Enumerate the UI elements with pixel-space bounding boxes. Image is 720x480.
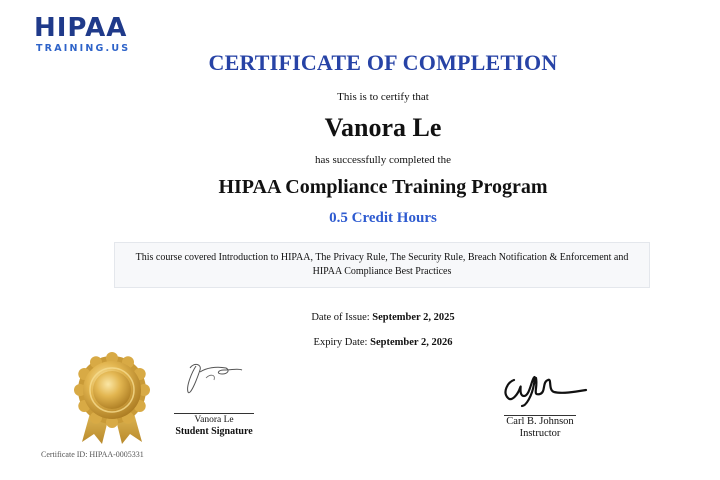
credit-hours: 0.5 Credit Hours (329, 210, 437, 226)
expiry-date-value: September 2, 2026 (370, 337, 453, 348)
student-signature-icon (166, 352, 262, 408)
certificate-title: CERTIFICATE OF COMPLETION (208, 50, 558, 75)
course-description: This course covered Introduction to HIPAA, The Privacy Rule, The Security Rule, Breach Notification & Enforcement and HIPAA Compliance Best Practices (135, 252, 629, 277)
gold-award-seal-icon (70, 350, 154, 446)
expiry-date-line (0, 336, 720, 350)
instructor-signature-icon (492, 366, 588, 410)
course-description-box (114, 242, 650, 288)
issue-date-line (0, 311, 720, 325)
logo-subtitle: TRAINING.US (36, 43, 131, 54)
student-signature-block (166, 352, 262, 438)
issue-date-value: September 2, 2025 (372, 312, 455, 323)
certificate-id: Certificate ID: HIPAA-0005331 (41, 450, 144, 459)
student-signature-role: Student Signature (175, 426, 253, 437)
expiry-date-label: Expiry Date: (313, 337, 368, 348)
instructor-signature-name: Carl B. Johnson (506, 416, 574, 427)
student-signature-name: Vanora Le (194, 415, 234, 425)
program-name: HIPAA Compliance Training Program (218, 176, 548, 198)
instructor-signature-role: Instructor (519, 428, 561, 439)
instructor-signature-block (492, 366, 588, 440)
logo-wordmark: HIPAA (34, 13, 128, 43)
issue-date-label: Date of Issue: (311, 312, 370, 323)
completed-text: has successfully completed the (315, 154, 451, 166)
recipient-name: Vanora Le (324, 113, 442, 142)
certify-text: This is to certify that (337, 91, 429, 103)
